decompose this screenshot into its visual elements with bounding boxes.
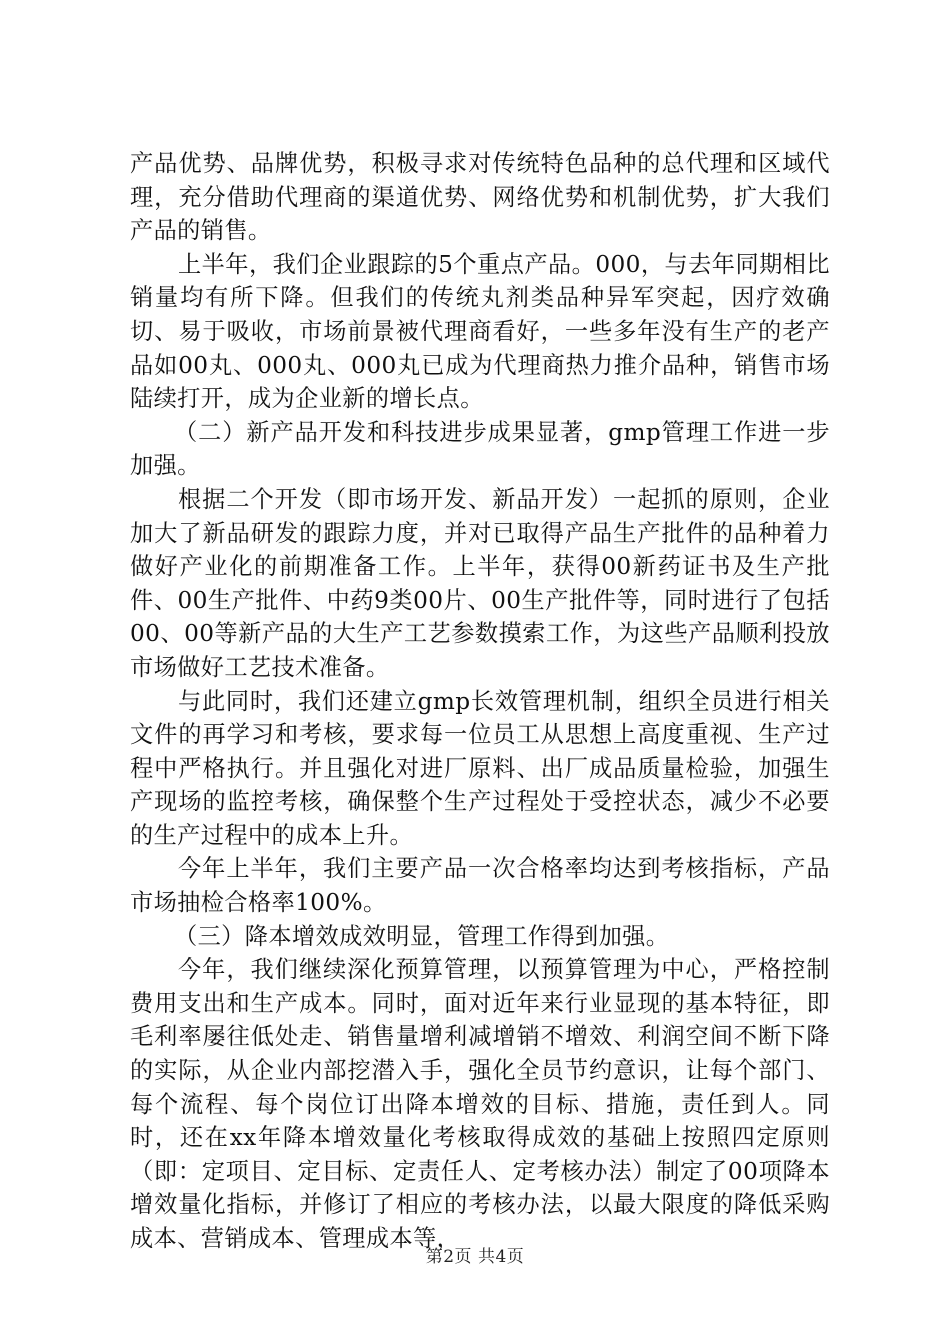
paragraph-2: 上半年，我们企业跟踪的5个重点产品。000，与去年同期相比销量均有所下降。但我们的传统丸剂类品种异军突起，因疗效确切、易于吸收，市场前景被代理商看好，一些多年没有生产的老产品如00丸、000丸、000丸已成为代理商热力推介品种，销售市场陆续打开，成为企业新的增长点。 (130, 250, 830, 413)
paragraph-4: 与此同时，我们还建立gmp长效管理机制，组织全员进行相关文件的再学习和考核，要求每一位员工从思想上高度重视、生产过程中严格执行。并且强化对进厂原料、出厂成品质量检验，加强生产现场的监控考核，确保整个生产过程处于受控状态，减少不必要的生产过程中的成本上升。 (130, 687, 830, 849)
section-heading-2: （二）新产品开发和科技进步成果显著，gmp管理工作进一步加强。 (130, 418, 830, 480)
section-heading-3: （三）降本增效成效明显，管理工作得到加强。 (174, 922, 670, 950)
paragraph-6: 今年，我们继续深化预算管理，以预算管理为中心，严格控制费用支出和生产成本。同时，面对近年来行业显现的基本特征，即毛利率屡往低处走、销售量增利减增销不增效、利润空间不断下降的实际，从企业内部挖潜入手，强化全员节约意识，让每个部门、每个流程、每个岗位订出降本增效的目标、措施，责任到人。同时，还在xx年降本增效量化考核取得成效的基础上按照四定原则（即：定项目、定目标、定责任人、定考核办法）制定了00项降本增效量化指标，并修订了相应的考核办法，以最大限度的降低采购成本、营销成本、管理成本等， (130, 956, 830, 1252)
paragraph-1: 产品优势、品牌优势，积极寻求对传统特色品种的总代理和区域代理，充分借助代理商的渠道优势、网络优势和机制优势，扩大我们产品的销售。 (130, 150, 830, 245)
paragraph-3: 根据二个开发（即市场开发、新品开发）一起抓的原则，企业加大了新品研发的跟踪力度，并对已取得产品生产批件的品种着力做好产业化的前期准备工作。上半年，获得00新药证书及生产批件、00生产批件、中药9类00片、00生产批件等，同时进行了包括00、00等新产品的大生产工艺参数摸索工作，为这些产品顺利投放市场做好工艺技术准备。 (130, 485, 830, 681)
page-number-footer: 第2页 共4页 (425, 1247, 525, 1267)
paragraph-5: 今年上半年，我们主要产品一次合格率均达到考核指标，产品市场抽检合格率100%。 (130, 855, 830, 917)
document-body (130, 147, 830, 1256)
